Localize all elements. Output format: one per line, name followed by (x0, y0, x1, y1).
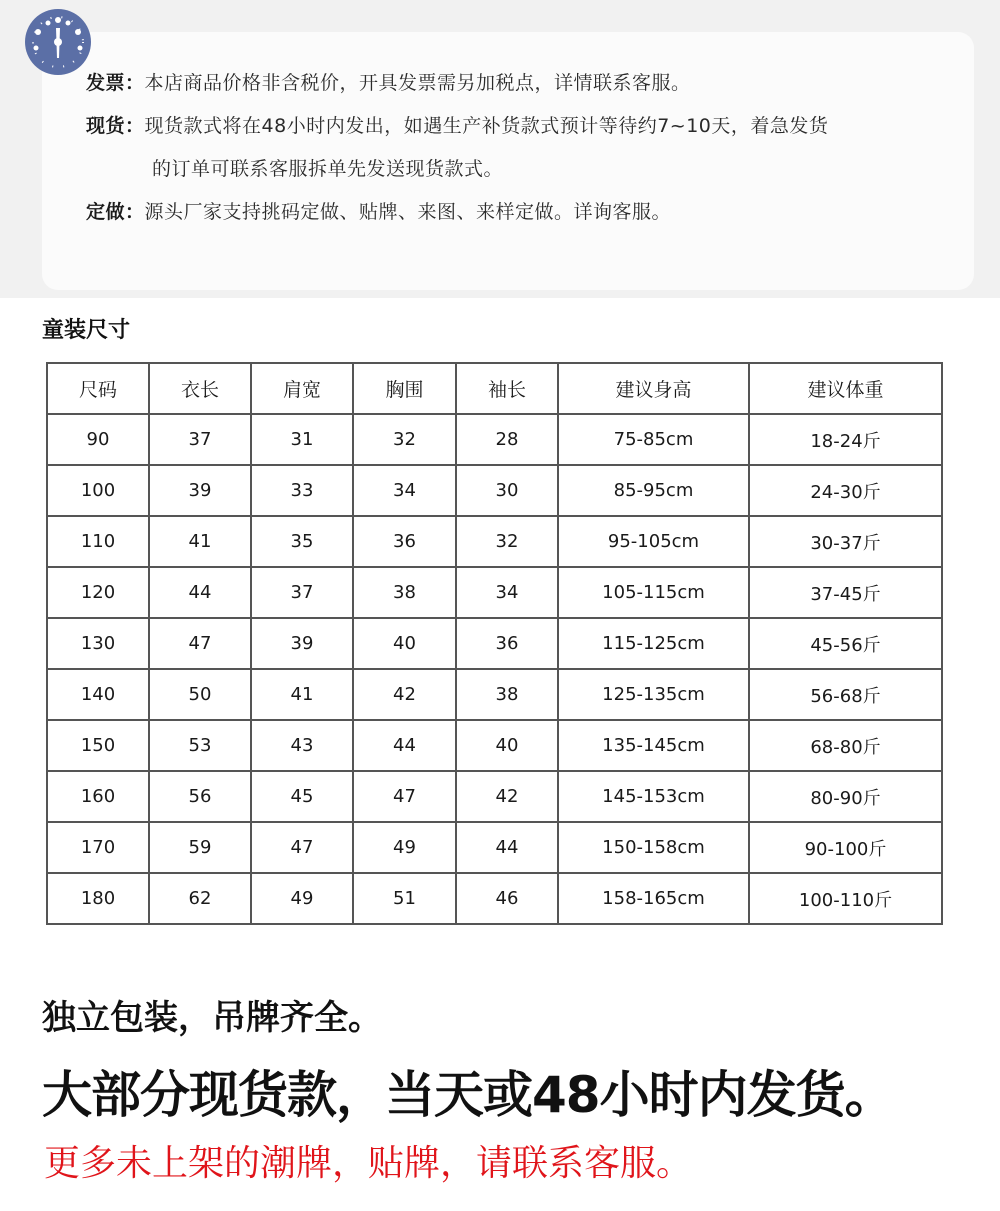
table-cell: 24-30斤 (749, 465, 942, 516)
table-cell: 100 (47, 465, 149, 516)
clock-badge-icon (24, 8, 92, 76)
table-cell: 105-115cm (558, 567, 749, 618)
table-cell: 95-105cm (558, 516, 749, 567)
column-header: 建议体重 (749, 363, 942, 414)
table-cell: 62 (149, 873, 251, 924)
notice-custom-text: 源头厂家支持挑码定做、贴牌、来图、来样定做。详询客服。 (144, 201, 672, 223)
table-cell: 45-56斤 (749, 618, 942, 669)
table-cell: 160 (47, 771, 149, 822)
table-cell: 32 (456, 516, 558, 567)
table-cell: 41 (149, 516, 251, 567)
table-cell: 125-135cm (558, 669, 749, 720)
table-cell: 45 (251, 771, 353, 822)
table-cell: 130 (47, 618, 149, 669)
table-cell: 120 (47, 567, 149, 618)
notice-invoice (86, 68, 691, 95)
size-section-title: 童装尺寸 (42, 318, 131, 343)
table-cell: 90-100斤 (749, 822, 942, 873)
column-header: 尺码 (47, 363, 149, 414)
size-table-header-row (47, 363, 942, 414)
notice-custom-label: 定做： (86, 201, 145, 223)
table-cell: 18-24斤 (749, 414, 942, 465)
column-header: 胸围 (353, 363, 456, 414)
table-cell: 32 (353, 414, 456, 465)
table-cell: 75-85cm (558, 414, 749, 465)
notice-invoice-text: 本店商品价格非含税价，开具发票需另加税点，详情联系客服。 (144, 72, 691, 94)
table-cell: 150-158cm (558, 822, 749, 873)
table-cell: 37 (251, 567, 353, 618)
table-cell: 100-110斤 (749, 873, 942, 924)
table-row (47, 516, 942, 567)
table-cell: 44 (149, 567, 251, 618)
table-row (47, 414, 942, 465)
table-cell: 90 (47, 414, 149, 465)
table-cell: 36 (456, 618, 558, 669)
table-cell: 38 (456, 669, 558, 720)
notice-stock-text-cont: 的订单可联系客服拆单先发送现货款式。 (152, 158, 504, 180)
table-cell: 42 (353, 669, 456, 720)
table-cell: 85-95cm (558, 465, 749, 516)
table-cell: 40 (353, 618, 456, 669)
table-cell: 34 (456, 567, 558, 618)
table-cell: 110 (47, 516, 149, 567)
table-cell: 42 (456, 771, 558, 822)
table-cell: 30 (456, 465, 558, 516)
table-cell: 35 (251, 516, 353, 567)
table-row (47, 873, 942, 924)
column-header: 袖长 (456, 363, 558, 414)
table-cell: 36 (353, 516, 456, 567)
size-table-body (47, 414, 942, 924)
table-cell: 30-37斤 (749, 516, 942, 567)
table-cell: 46 (456, 873, 558, 924)
table-row (47, 771, 942, 822)
notice-invoice-label: 发票： (86, 72, 145, 94)
table-cell: 56-68斤 (749, 669, 942, 720)
table-row (47, 720, 942, 771)
table-cell: 37 (149, 414, 251, 465)
table-cell: 180 (47, 873, 149, 924)
table-cell: 50 (149, 669, 251, 720)
table-cell: 37-45斤 (749, 567, 942, 618)
notice-stock-continued (152, 154, 503, 181)
column-header: 衣长 (149, 363, 251, 414)
table-cell: 135-145cm (558, 720, 749, 771)
notice-stock-label: 现货： (86, 115, 145, 137)
table-cell: 38 (353, 567, 456, 618)
table-cell: 80-90斤 (749, 771, 942, 822)
table-cell: 68-80斤 (749, 720, 942, 771)
notice-stock (86, 111, 828, 138)
table-cell: 59 (149, 822, 251, 873)
table-cell: 51 (353, 873, 456, 924)
column-header: 建议身高 (558, 363, 749, 414)
table-cell: 47 (251, 822, 353, 873)
table-cell: 56 (149, 771, 251, 822)
table-cell: 43 (251, 720, 353, 771)
table-cell: 150 (47, 720, 149, 771)
footer-packaging-note: 独立包装，吊牌齐全。 (42, 998, 382, 1038)
table-cell: 39 (251, 618, 353, 669)
table-cell: 44 (456, 822, 558, 873)
footer-contact-note: 更多未上架的潮牌，贴牌，请联系客服。 (44, 1143, 693, 1184)
table-cell: 33 (251, 465, 353, 516)
table-cell: 34 (353, 465, 456, 516)
table-cell: 49 (353, 822, 456, 873)
size-table (46, 362, 943, 925)
column-header: 肩宽 (251, 363, 353, 414)
footer-shipping-note: 大部分现货款，当天或48小时内发货。 (42, 1066, 894, 1124)
table-cell: 140 (47, 669, 149, 720)
table-cell: 44 (353, 720, 456, 771)
table-row (47, 822, 942, 873)
table-cell: 31 (251, 414, 353, 465)
table-cell: 53 (149, 720, 251, 771)
table-row (47, 618, 942, 669)
table-cell: 49 (251, 873, 353, 924)
table-cell: 40 (456, 720, 558, 771)
table-cell: 47 (149, 618, 251, 669)
table-cell: 115-125cm (558, 618, 749, 669)
table-cell: 28 (456, 414, 558, 465)
table-cell: 39 (149, 465, 251, 516)
table-cell: 158-165cm (558, 873, 749, 924)
table-row (47, 465, 942, 516)
table-row (47, 669, 942, 720)
table-row (47, 567, 942, 618)
notice-custom (86, 197, 671, 224)
table-cell: 47 (353, 771, 456, 822)
table-cell: 145-153cm (558, 771, 749, 822)
table-cell: 41 (251, 669, 353, 720)
notice-stock-text: 现货款式将在48小时内发出，如遇生产补货款式预计等待约7~10天，着急发货 (144, 115, 829, 137)
table-cell: 170 (47, 822, 149, 873)
